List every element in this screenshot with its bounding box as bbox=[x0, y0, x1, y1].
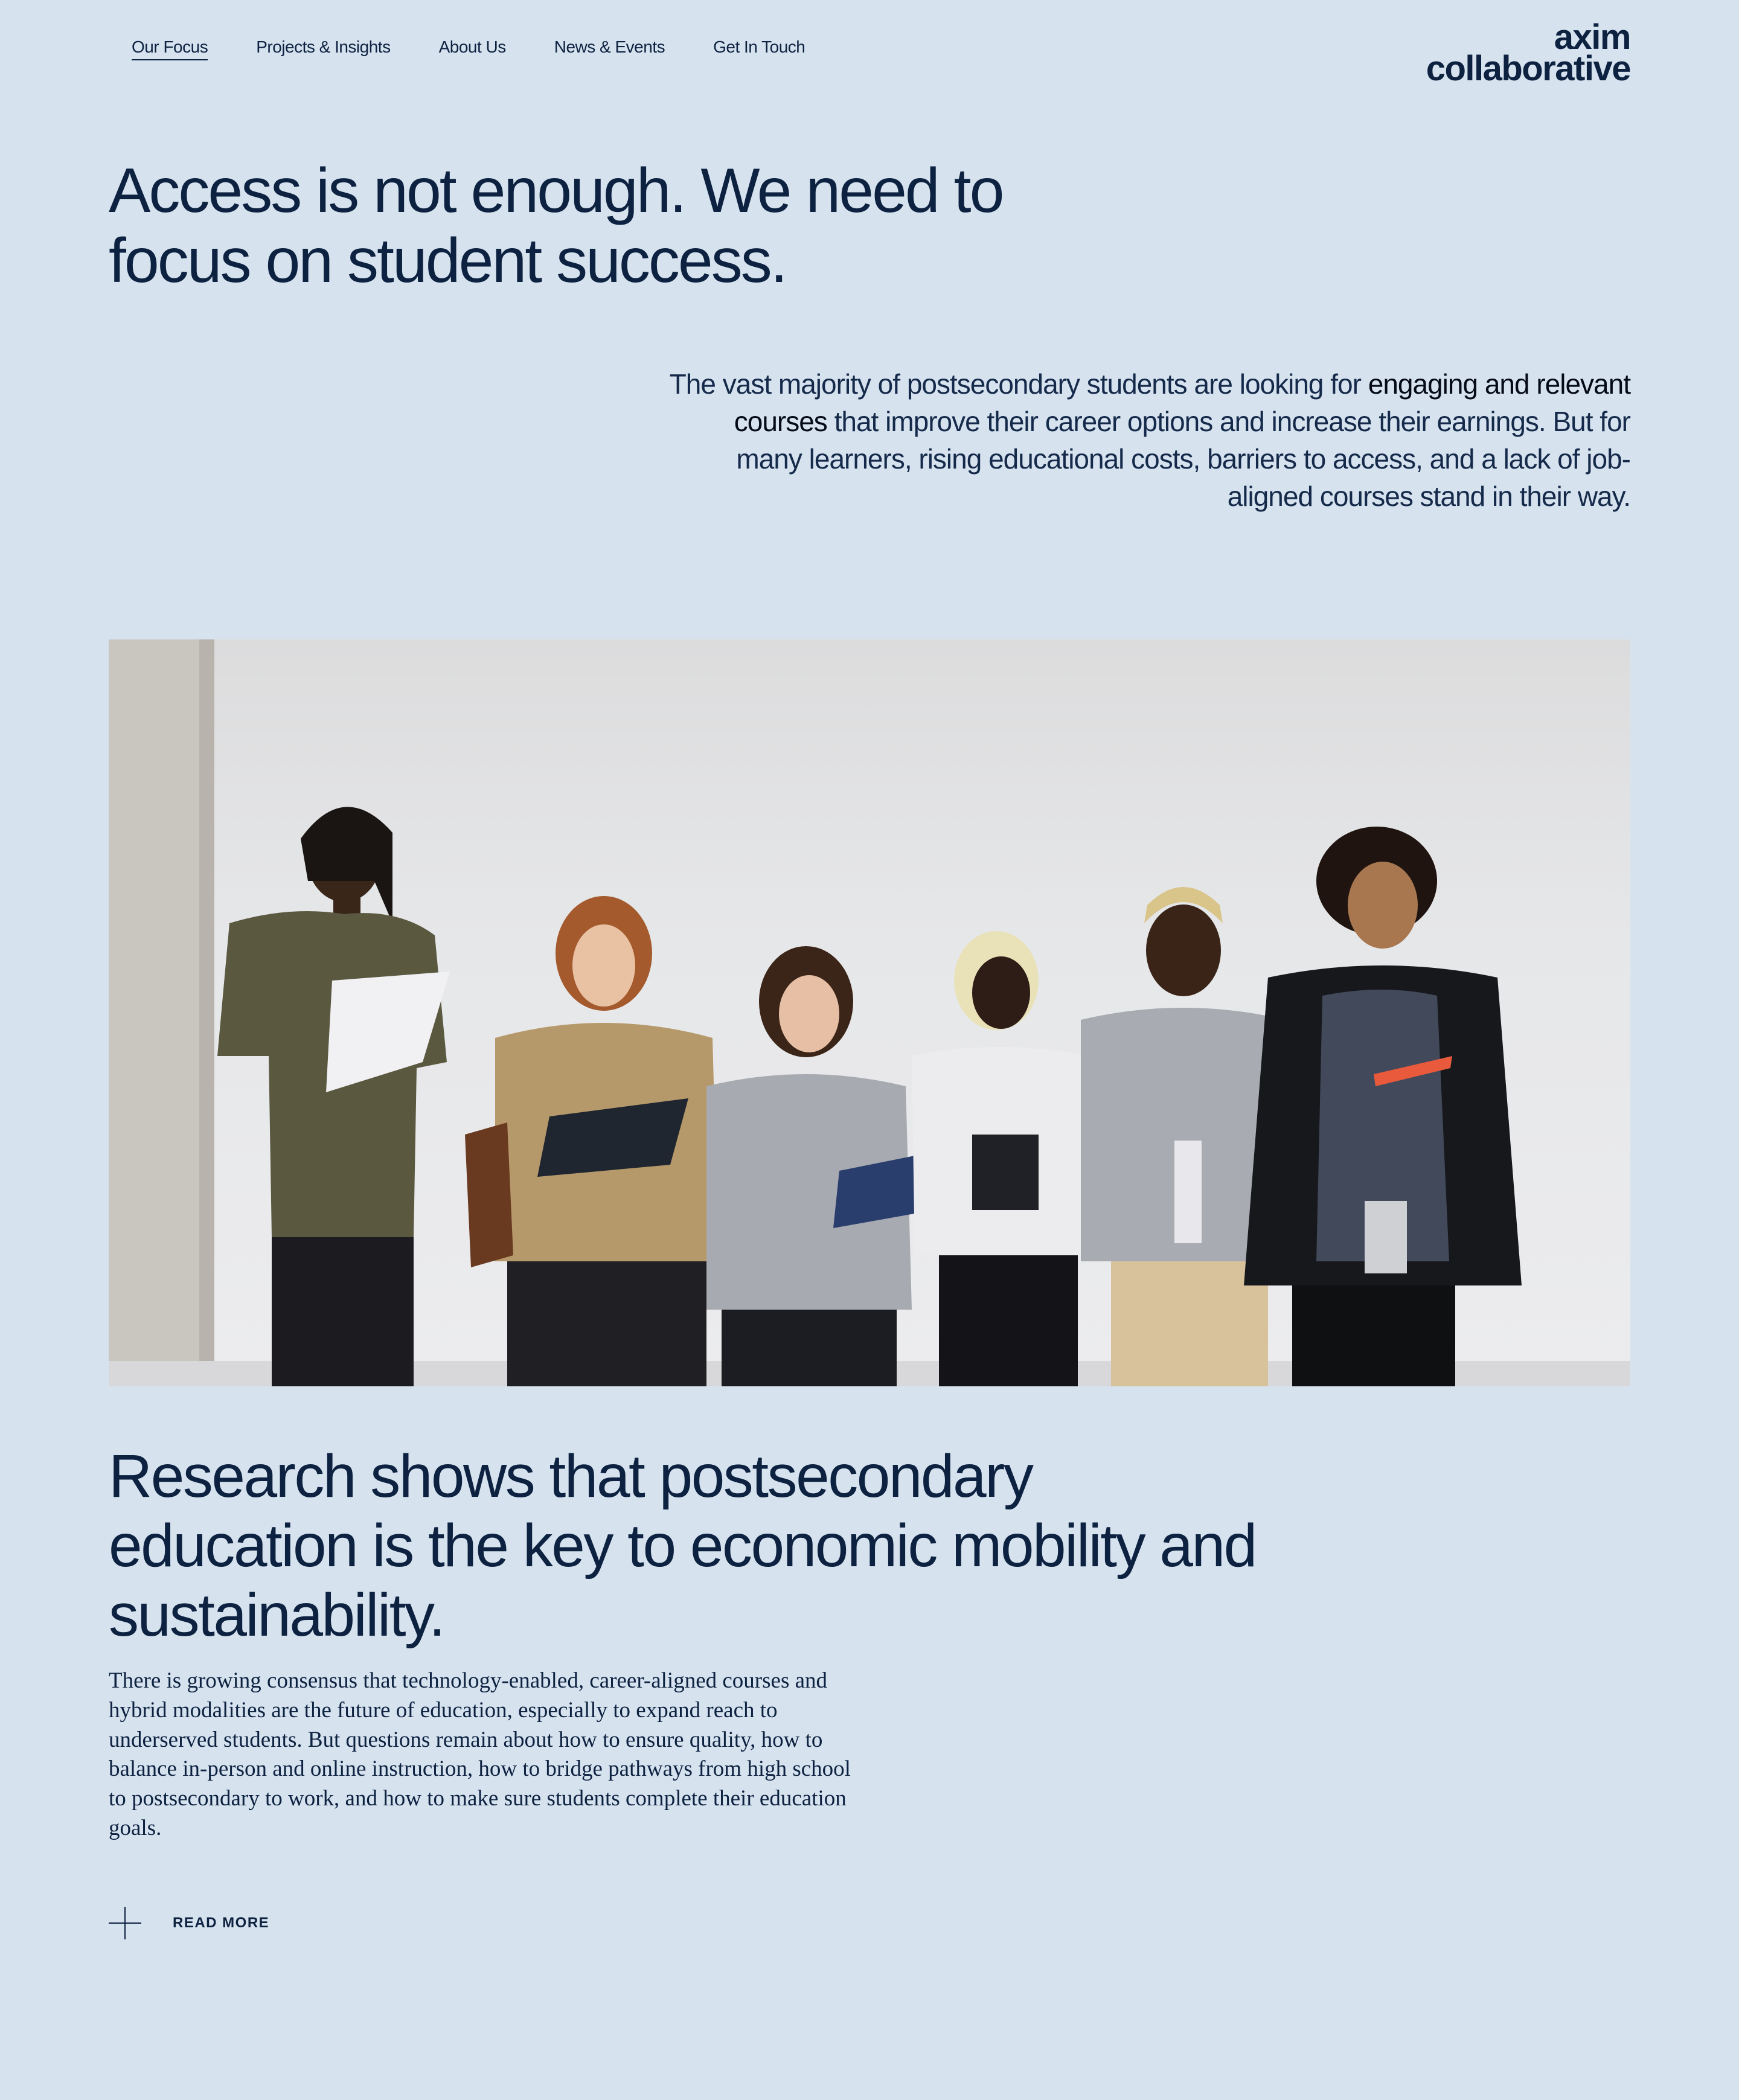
site-logo[interactable] bbox=[1426, 18, 1630, 89]
nav-about-us[interactable]: About Us bbox=[438, 37, 506, 56]
student-4 bbox=[912, 931, 1090, 1386]
intro-paragraph bbox=[664, 365, 1630, 515]
logo-line-collaborative: collaborative bbox=[1426, 49, 1630, 89]
student-2 bbox=[465, 896, 719, 1386]
students-photo bbox=[109, 639, 1630, 1386]
nav-get-in-touch[interactable]: Get In Touch bbox=[713, 37, 805, 56]
logo-line-axim: axim bbox=[1554, 18, 1630, 57]
intro-text-end: that improve their career options and increase their earnings. But for many learners, rising educational costs, barriers to access, and a lack of job-aligned courses stand in their way. bbox=[736, 406, 1630, 513]
wall-pillar bbox=[109, 639, 214, 1386]
nav-our-focus[interactable]: Our Focus bbox=[132, 37, 208, 60]
plus-icon bbox=[109, 1907, 141, 1939]
main-nav bbox=[132, 37, 805, 60]
read-more-button[interactable] bbox=[109, 1907, 269, 1939]
research-title: Research shows that postsecondary education is the key to economic mobility and sustainability. bbox=[109, 1442, 1256, 1649]
student-6 bbox=[1244, 827, 1522, 1386]
intro-text-start: The vast majority of postsecondary students are looking for bbox=[669, 368, 1368, 400]
hero-title: Access is not enough. We need to focus on student success. bbox=[109, 156, 1003, 296]
nav-projects-insights[interactable]: Projects & Insights bbox=[256, 37, 391, 56]
student-1 bbox=[217, 807, 450, 1386]
research-body: There is growing consensus that technology-enabled, career-aligned courses and hybrid modalities are the future of education, especially to expand reach to underserved students. But questions remain about how to ensure quality, how to balance in-person and online instruction, how to bridge pathways from high school to postsecondary to work, and how to make sure students complete their education goals. bbox=[109, 1668, 851, 1841]
nav-news-events[interactable]: News & Events bbox=[554, 37, 665, 56]
read-more-label: READ MORE bbox=[173, 1915, 270, 1931]
intro-emphasis: engaging and relevant courses bbox=[734, 368, 1630, 438]
student-3 bbox=[706, 946, 930, 1386]
